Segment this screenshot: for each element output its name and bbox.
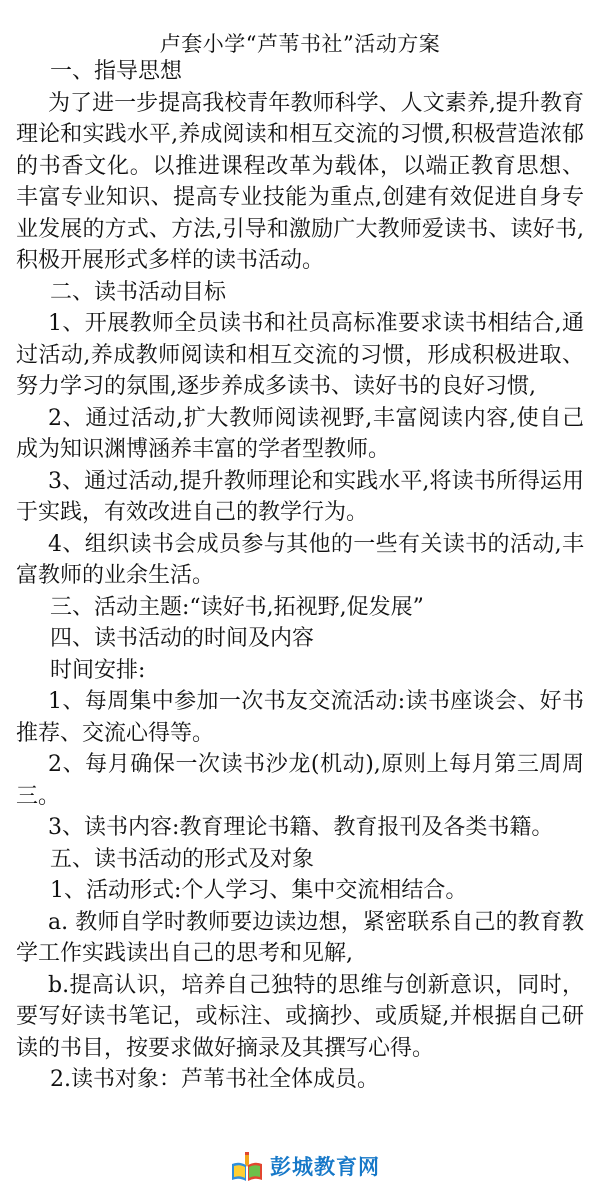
subheading: 时间安排: — [50, 657, 146, 683]
subheading: 1、活动形式:个人学习、集中交流相结合。 — [50, 878, 468, 903]
paragraph: 2、每月确保一次读书沙龙(机动),原则上每月第三周周三。 — [16, 752, 584, 809]
paragraph: a. 教师自学时教师要边读边想，紧密联系自己的教育教学工作实践读出自己的思考和见解, — [16, 909, 584, 966]
paragraph: 3、读书内容:教育理论书籍、教育报刊及各类书籍。 — [48, 815, 554, 840]
paragraph: 3、通过活动,提升教师理论和实践水平,将读书所得运用于实践，有效改进自己的教学行为。 — [16, 468, 584, 525]
paragraph: 2、通过活动,扩大教师阅读视野,丰富阅读内容,使自己成为知识渊博涵养丰富的学者型教师。 — [16, 405, 584, 462]
section-heading: 四、读书活动的时间及内容 — [50, 626, 315, 651]
document-title: 卢套小学“芦苇书社”活动方案 — [159, 32, 441, 56]
paragraph: 为了进一步提高我校青年教师科学、人文素养,提升教育理论和实践水平,养成阅读和相互交流的习惯,积极营造浓郁的书香文化。以推进课程改革为载体，以端正教育思想、丰富专业知识、提高专业技能为重点,创建有效促进自身专业发展的方式、方法,引导和激励广大教师爱读书、读好书,积极开展形式多样的读书活动。 — [16, 90, 584, 273]
site-logo-text: 彭城教育网 — [270, 1155, 380, 1179]
document-body — [16, 56, 584, 1096]
paragraph: 1、每周集中参加一次书友交流活动:读书座谈会、好书推荐、交流心得等。 — [16, 689, 584, 746]
subheading: 2.读书对象：芦苇书社全体成员。 — [50, 1067, 379, 1092]
site-logo — [230, 1150, 390, 1184]
book-pencil-logo-icon — [230, 1150, 264, 1184]
section-heading: 五、读书活动的形式及对象 — [50, 846, 315, 872]
section-heading: 三、活动主题:“读好书,拓视野,促发展” — [50, 594, 424, 620]
section-heading: 二、读书活动目标 — [50, 279, 227, 305]
paragraph: 1、开展教师全员读书和社员高标准要求读书相结合,通过活动,养成教师阅读和相互交流的习惯，形成积极进取、努力学习的氛围,逐步养成多读书、读好书的良好习惯, — [16, 311, 584, 399]
paragraph: b.提高认识，培养自己独特的思维与创新意识，同时，要写好读书笔记，或标注、或摘抄、或质疑,并根据自己研读的书目，按要求做好摘录及其撰写心得。 — [16, 972, 584, 1061]
section-heading: 一、指导思想 — [50, 59, 183, 84]
paragraph: 4、组织读书会成员参与其他的一些有关读书的活动,丰富教师的业余生活。 — [16, 531, 584, 588]
